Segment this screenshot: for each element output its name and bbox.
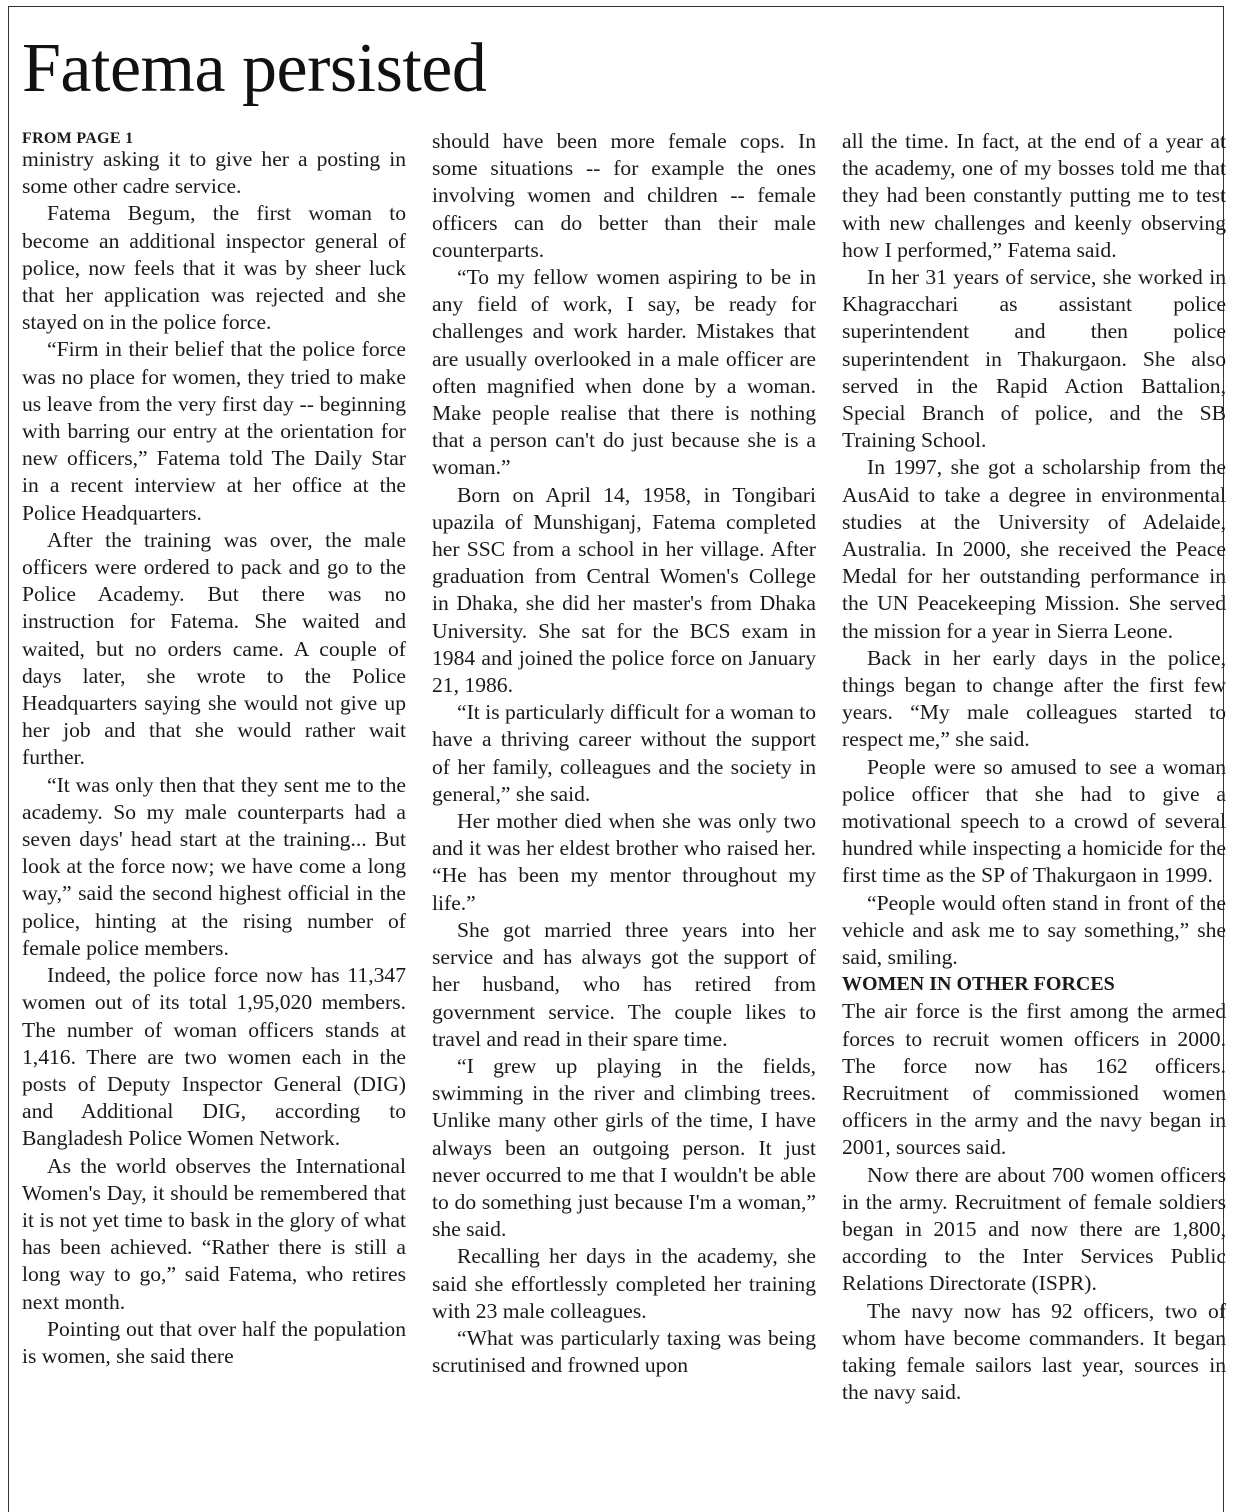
paragraph: Born on April 14, 1958, in Tongibari upazila of Munshiganj, Fatema completed her SSC from a school in her village. After graduation from Central Women's College in Dhaka, she did her master's from Dhaka University. She sat for the BCS exam in 1984 and joined the police force on January 21, 1986. [432, 482, 816, 698]
paragraph: In her 31 years of service, she worked in Khagracchari as assistant police superintendent and then police superintendent in Thakurgaon. She also served in the Rapid Action Battalion, Special Branch of police, and the SB Training School. [842, 265, 1226, 453]
paragraph: Pointing out that over half the population is women, she said there [22, 1316, 406, 1368]
paragraph: Fatema Begum, the first woman to become an additional inspector general of police, now feels that it was by sheer luck that her application was rejected and she stayed on in the police force. [22, 201, 406, 335]
paragraph: “It was only then that they sent me to the academy. So my male counterparts had a seven days' head start at the training... But look at the force now; we have come a long way,” said the second highest official in the police, hinting at the rising number of female police members. [22, 772, 406, 960]
paragraph: “People would often stand in front of the vehicle and ask me to say something,” she said, smiling. [842, 890, 1226, 970]
paragraph: “It is particularly difficult for a woman to have a thriving career without the support of her family, colleagues and the society in general,” she said. [432, 700, 816, 806]
paragraph: The navy now has 92 officers, two of whom have become commanders. It began taking female sailors last year, sources in the navy said. [842, 1298, 1226, 1405]
continuation-kicker: FROM PAGE 1 [22, 130, 134, 147]
article-column-3 [842, 128, 1226, 1406]
left-border-rule [8, 6, 9, 1512]
paragraph: all the time. In fact, at the end of a year at the academy, one of my bosses told me that they had been constantly putting me to test with new challenges and keenly observing how I performed,” Fatema said. [842, 129, 1226, 262]
article-column-2 [432, 128, 816, 1379]
paragraph: “What was particularly taxing was being scrutinised and frowned upon [432, 1325, 816, 1378]
paragraph: Now there are about 700 women officers in the army. Recruitment of female soldiers began in 2015 and now there are 1,800, according to the Inter Services Public Relations Directorate (ISPR). [842, 1162, 1226, 1296]
paragraph: ministry asking it to give her a posting in some other cadre service. [22, 147, 406, 199]
paragraph: Indeed, the police force now has 11,347 women out of its total 1,95,020 members. The number of woman officers stands at 1,416. There are two women each in the posts of Deputy Inspector General (DIG) and Additional DIG, according to Bangladesh Police Women Network. [22, 963, 406, 1151]
paragraph: After the training was over, the male officers were ordered to pack and go to the Police Academy. But there was no instruction for Fatema. She waited and waited, but no orders came. A couple of days later, she wrote to the Police Headquarters saying she would not give up her job and that she would rather wait further. [22, 527, 406, 770]
paragraph: “I grew up playing in the fields, swimming in the river and climbing trees. Unlike many other girls of the time, I have always been an outgoing person. It just never occurred to me that I wouldn't be able to do something just because I'm a woman,” she said. [432, 1053, 816, 1242]
article-column-1 [22, 128, 406, 1370]
paragraph: People were so amused to see a woman police officer that she had to give a motivational speech to a crowd of several hundred while inspecting a homicide for the first time as the SP of Thakurgaon in 1999. [842, 754, 1226, 888]
paragraph: should have been more female cops. In some situations -- for example the ones involving women and children -- female officers can do better than their male counterparts. [432, 129, 816, 262]
headline: Fatema persisted [22, 30, 487, 107]
paragraph: The air force is the first among the armed forces to recruit women officers in 2000. The force now has 162 officers. Recruitment of commissioned women officers in the army and the navy began in 2001, sources said. [842, 999, 1226, 1160]
paragraph: In 1997, she got a scholarship from the AusAid to take a degree in environmental studies at the University of Adelaide, Australia. In 2000, she received the Peace Medal for her outstanding performance in the UN Peacekeeping Mission. She served the mission for a year in Sierra Leone. [842, 455, 1226, 643]
paragraph: “To my fellow women aspiring to be in any field of work, I say, be ready for challenges and work harder. Mistakes that are usually overlooked in a male officer are often magnified when done by a woman. Make people realise that there is nothing that a person can't do just because she is a woman.” [432, 265, 816, 480]
paragraph: Back in her early days in the police, things began to change after the first few years. “My male colleagues started to respect me,” she said. [842, 645, 1226, 752]
paragraph: Recalling her days in the academy, she said she effortlessly completed her training with 23 male colleagues. [432, 1244, 816, 1323]
section-subhead: WOMEN IN OTHER FORCES [842, 973, 1115, 996]
paragraph: Her mother died when she was only two and it was her eldest brother who raised her. “He has been my mentor throughout my life.” [432, 809, 816, 915]
paragraph: She got married three years into her service and has always got the support of her husband, who has retired from government service. The couple likes to travel and read in their spare time. [432, 917, 816, 1051]
paragraph: As the world observes the International Women's Day, it should be remembered that it is not yet time to bask in the glory of what has been achieved. “Rather there is still a long way to go,” said Fatema, who retires next month. [22, 1153, 406, 1314]
top-border-rule [8, 6, 1224, 7]
paragraph: “Firm in their belief that the police force was no place for women, they tried to make us leave from the very first day -- beginning with barring our entry at the orientation for new officers,” Fatema told The Daily Star in a recent interview at her office at the Police Headquarters. [22, 337, 406, 525]
